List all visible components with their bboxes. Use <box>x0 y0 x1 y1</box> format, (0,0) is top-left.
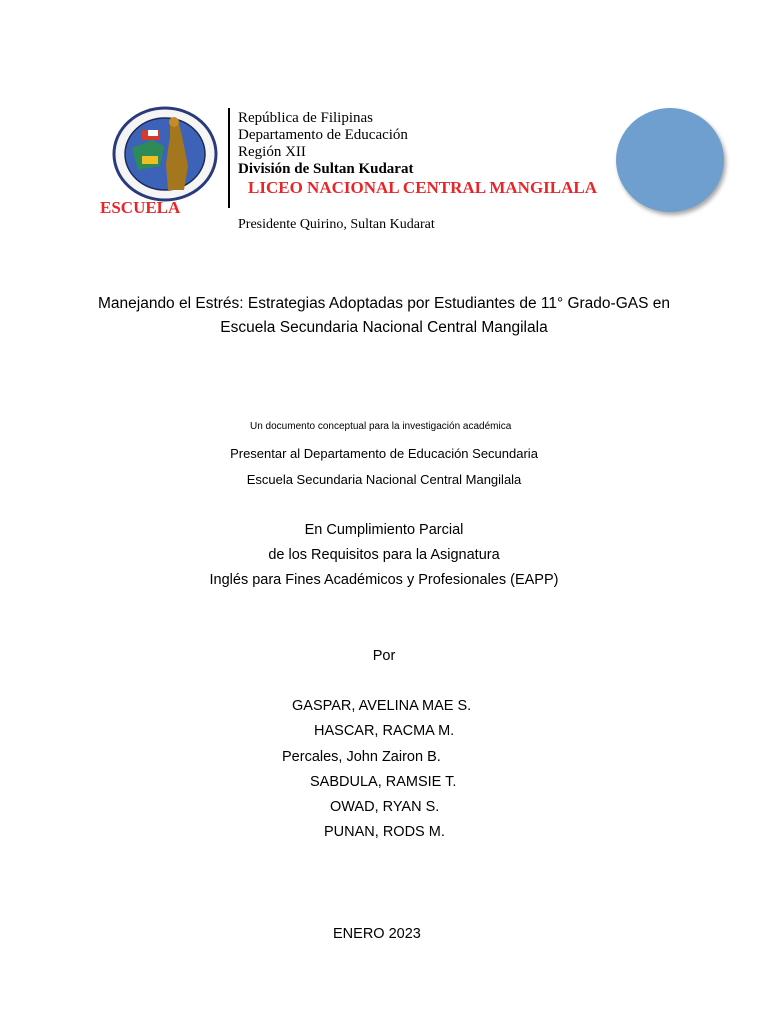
school-address: Presidente Quirino, Sultan Kudarat <box>238 217 435 232</box>
fulfillment-line-2: de los Requisitos para la Asignatura <box>268 547 500 563</box>
submission-department: Presentar al Departamento de Educación Secundaria <box>230 446 538 461</box>
author-name: PUNAN, RODS M. <box>324 824 445 840</box>
by-label: Por <box>372 648 396 664</box>
author-name: OWAD, RYAN S. <box>330 799 440 815</box>
header-line-department: Departamento de Educación <box>238 127 408 143</box>
header-divider <box>228 108 230 208</box>
concept-paper-label: Un documento conceptual para la investigación académica <box>250 421 512 432</box>
header-line-division: División de Sultan Kudarat <box>238 161 414 177</box>
fulfillment-line-1: En Cumplimiento Parcial <box>304 522 464 538</box>
header-line-country: República de Filipinas <box>238 110 373 126</box>
school-name: LICEO NACIONAL CENTRAL MANGILALA <box>248 178 598 197</box>
paper-title-line-2: Escuela Secundaria Nacional Central Mangilala <box>220 319 548 336</box>
division-seal-logo <box>112 106 218 202</box>
header-line-region: Región XII <box>238 144 306 160</box>
submission-school: Escuela Secundaria Nacional Central Mangilala <box>246 472 522 487</box>
fulfillment-line-3: Inglés para Fines Académicos y Profesionales (EAPP) <box>209 572 559 588</box>
author-name: GASPAR, AVELINA MAE S. <box>292 698 472 714</box>
blue-circle-emblem <box>616 108 724 212</box>
author-name: Percales, John Zairon B. <box>282 749 441 765</box>
paper-title-line-1: Manejando el Estrés: Estrategias Adoptadas por Estudiantes de 11° Grado-GAS en <box>97 295 670 312</box>
school-tag: ESCUELA <box>100 198 181 217</box>
author-name: SABDULA, RAMSIE T. <box>310 774 457 790</box>
submission-date: ENERO 2023 <box>333 926 421 942</box>
author-name: HASCAR, RACMA M. <box>314 723 455 739</box>
